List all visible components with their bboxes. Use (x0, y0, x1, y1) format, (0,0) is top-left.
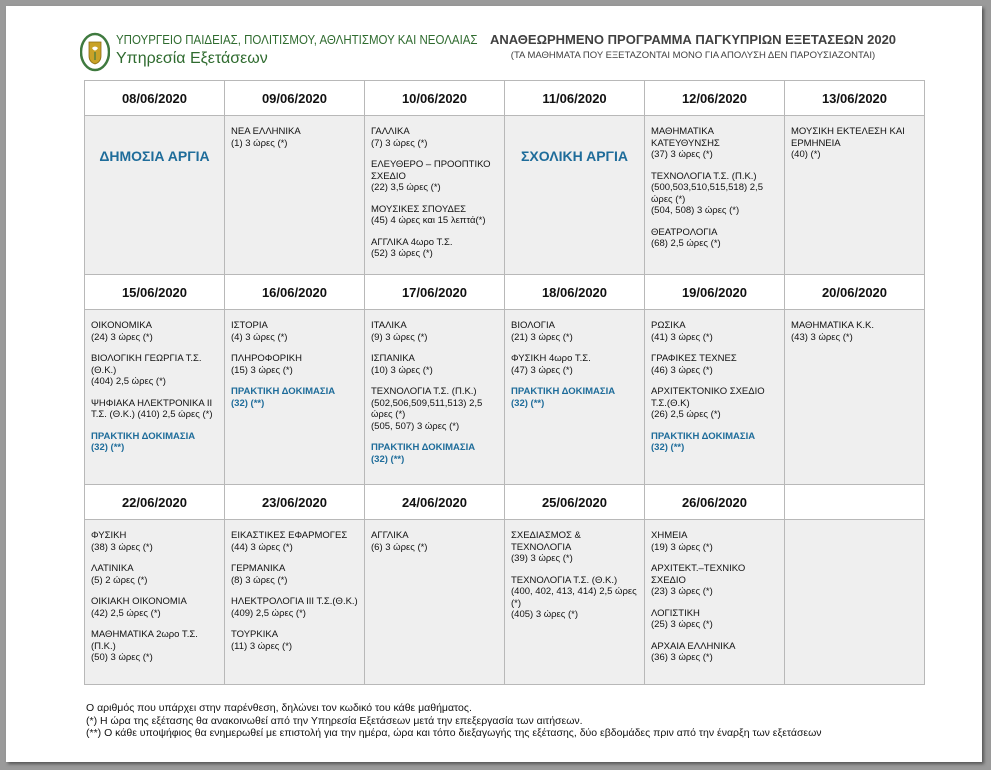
date-header: 24/06/2020 (365, 485, 505, 520)
subject-code-duration: (6) 3 ώρες (*) (371, 541, 428, 553)
exam-schedule-table (84, 80, 925, 685)
subject-code-duration: (45) 4 ώρες και 15 λεπτά(*) (371, 215, 486, 226)
exam-subject (231, 629, 359, 652)
subject-code-duration: (36) 3 ώρες (*) (651, 652, 713, 663)
date-header: 23/06/2020 (225, 485, 365, 520)
date-row (85, 275, 925, 310)
exam-day-cell (85, 310, 225, 485)
date-header: 26/06/2020 (645, 485, 785, 520)
exam-subject (791, 126, 919, 161)
subject-name: ΑΓΓΛΙΚΑ (371, 530, 409, 541)
exam-day-cell (645, 520, 785, 685)
practical-exam-code: (32) (**) (371, 453, 405, 465)
subject-name: ΓΡΑΦΙΚΕΣ ΤΕΧΝΕΣ (651, 353, 737, 364)
subject-code-duration: (9) 3 ώρες (*) (371, 331, 428, 343)
date-header: 10/06/2020 (365, 81, 505, 116)
subject-code-duration: (41) 3 ώρες (*) (651, 331, 713, 343)
footnote-double-asterisk: (**) Ο κάθε υποψήφιος θα ενημερωθεί με επιστολή για την ημέρα, ώρα και τόπο διεξαγωγής της εξέτασης, δύο εβδομάδες πριν από την έναρξη των εξετάσεων (86, 727, 822, 739)
subject-code-duration: (50) 3 ώρες (*) (91, 652, 153, 663)
subject-name: ΗΛΕΚΤΡΟΛΟΓΙΑ ΙΙΙ Τ.Σ.(Θ.Κ.) (231, 596, 358, 607)
ministry-name: ΥΠΟΥΡΓΕΙΟ ΠΑΙΔΕΙΑΣ, ΠΟΛΙΤΙΣΜΟΥ, ΑΘΛΗΤΙΣΜΟΥ ΚΑΙ ΝΕΟΛΑΙΑΣ (116, 33, 478, 47)
service-name: Υπηρεσία Εξετάσεων (116, 50, 268, 67)
date-header: 25/06/2020 (505, 485, 645, 520)
exam-day-cell (505, 116, 645, 275)
subject-name: ΣΧΕΔΙΑΣΜΟΣ & ΤΕΧΝΟΛΟΓΙΑ (511, 530, 581, 553)
subject-code-duration: (15) 3 ώρες (*) (231, 364, 293, 376)
subject-code-duration: (19) 3 ώρες (*) (651, 541, 713, 553)
exam-subject (91, 353, 219, 388)
subject-code-duration: (52) 3 ώρες (*) (371, 248, 433, 259)
date-header: 16/06/2020 (225, 275, 365, 310)
date-header: 20/06/2020 (785, 275, 925, 310)
exam-subject (371, 237, 499, 260)
exam-subject (651, 171, 779, 217)
subject-name: ΟΙΚΟΝΟΜΙΚΑ (91, 320, 152, 331)
footnote-single-asterisk: (*) Η ώρα της εξέτασης θα ανακοινωθεί από την Υπηρεσία Εξετάσεων μετά την επεξεργασία των αιτήσεων. (86, 714, 583, 727)
subject-name: ΨΗΦΙΑΚΑ ΗΛΕΚΤΡΟΝΙΚΑ ΙΙ Τ.Σ. (Θ.Κ.) (410) 2,5 ώρες (*) (91, 397, 213, 420)
exam-subject (651, 563, 779, 598)
subject-code-duration: (68) 2,5 ώρες (*) (651, 238, 721, 249)
exam-subject (511, 530, 639, 565)
subject-name: ΧΗΜΕΙΑ (651, 530, 688, 541)
subject-code-duration: (404) 2,5 ώρες (*) (91, 376, 166, 387)
exam-subject (651, 320, 779, 343)
subject-name: ΤΕΧΝΟΛΟΓΙΑ Τ.Σ. (Π.Κ.) (651, 170, 757, 182)
practical-exam-label: ΠΡΑΚΤΙΚΗ ΔΟΚΙΜΑΣΙΑ (511, 386, 616, 397)
exam-subject (651, 641, 779, 664)
subject-code-duration: (47) 3 ώρες (*) (511, 364, 573, 376)
subject-code-duration: (409) 2,5 ώρες (*) (231, 607, 306, 619)
date-header (785, 485, 925, 520)
subject-code-duration: (25) 3 ώρες (*) (651, 619, 713, 630)
subject-code-duration: (37) 3 ώρες (*) (651, 149, 713, 160)
footnote-code: Ο αριθμός που υπάρχει στην παρένθεση, δηλώνει τον κωδικό του κάθε μαθήματος. (86, 702, 472, 714)
practical-exam (371, 442, 499, 465)
practical-exam-code: (32) (**) (511, 397, 545, 409)
subject-code-duration: (38) 3 ώρες (*) (91, 541, 153, 553)
exam-subject (231, 530, 359, 553)
exam-subject (231, 126, 359, 149)
exam-day-cell (785, 310, 925, 485)
exam-subject (231, 563, 359, 586)
exam-subject (91, 629, 219, 664)
exam-subject (91, 563, 219, 586)
subject-code-duration: (11) 3 ώρες (*) (231, 640, 293, 652)
exam-subject (91, 320, 219, 343)
subject-code-duration: (7) 3 ώρες (*) (371, 137, 428, 149)
exam-day-cell (225, 310, 365, 485)
subject-code-duration: (22) 3,5 ώρες (*) (371, 182, 441, 193)
holiday-label: ΣΧΟΛΙΚΗ ΑΡΓΙΑ (521, 148, 628, 164)
exam-day-cell (785, 116, 925, 275)
exam-day-cell (505, 520, 645, 685)
exam-subject (651, 353, 779, 376)
subject-name: ΑΡΧΑΙΑ ΕΛΛΗΝΙΚΑ (651, 640, 736, 652)
document-page (6, 6, 982, 762)
practical-exam-code: (32) (**) (91, 442, 125, 453)
subject-name: ΜΑΘΗΜΑΤΙΚΑ Κ.Κ. (791, 320, 875, 331)
subject-name: ΒΙΟΛΟΓΙΚΗ ΓΕΩΡΓΙΑ Τ.Σ. (Θ.Κ.) (91, 353, 202, 376)
date-header: 17/06/2020 (365, 275, 505, 310)
practical-exam (511, 386, 639, 409)
subject-name: ΓΑΛΛΙΚΑ (371, 126, 410, 137)
holiday-label: ΔΗΜΟΣΙΑ ΑΡΓΙΑ (99, 148, 210, 164)
exam-subject (651, 608, 779, 631)
date-header: 08/06/2020 (85, 81, 225, 116)
subject-code-duration: (400, 402, 413, 414) 2,5 ώρες (*) (511, 586, 637, 609)
exam-day-cell (85, 520, 225, 685)
subject-code-duration: (505, 507) 3 ώρες (*) (371, 420, 460, 432)
practical-exam-label: ΠΡΑΚΤΙΚΗ ΔΟΚΙΜΑΣΙΑ (231, 386, 336, 397)
exam-subject (791, 320, 919, 343)
subject-code-duration: (8) 3 ώρες (*) (231, 574, 288, 586)
exam-subject (91, 530, 219, 553)
document-title: ΑΝΑΘΕΩΡΗΜΕΝΟ ΠΡΟΓΡΑΜΜΑ ΠΑΓΚΥΠΡΙΩΝ ΕΞΕΤΑΣΕΩΝ 2020 (489, 32, 897, 47)
exam-subject (371, 159, 499, 194)
exam-day-cell (225, 116, 365, 275)
exam-subject (231, 596, 359, 619)
exam-day-cell (785, 520, 925, 685)
subject-code-duration: (26) 2,5 ώρες (*) (651, 409, 721, 420)
date-header: 18/06/2020 (505, 275, 645, 310)
exam-row (85, 116, 925, 275)
subject-name: ΕΙΚΑΣΤΙΚΕΣ ΕΦΑΡΜΟΓΕΣ (231, 530, 348, 541)
exam-subject (511, 320, 639, 343)
exam-subject (511, 575, 639, 621)
date-header: 19/06/2020 (645, 275, 785, 310)
subject-name: ΤΕΧΝΟΛΟΓΙΑ Τ.Σ. (Π.Κ.) (371, 386, 477, 397)
exam-row (85, 310, 925, 485)
exam-subject (371, 320, 499, 343)
subject-name: ΜΑΘΗΜΑΤΙΚΑ 2ωρο Τ.Σ. (Π.Κ.) (91, 629, 198, 652)
subject-name: ΜΑΘΗΜΑΤΙΚΑ ΚΑΤΕΥΘΥΝΣΗΣ (651, 126, 720, 149)
exam-day-cell (85, 116, 225, 275)
practical-exam (91, 431, 219, 454)
subject-name: ΟΙΚΙΑΚΗ ΟΙΚΟΝΟΜΙΑ (91, 596, 187, 607)
subject-code-duration: (24) 3 ώρες (*) (91, 331, 153, 343)
date-row (85, 81, 925, 116)
subject-code-duration: (40) (*) (791, 149, 821, 160)
practical-exam (651, 431, 779, 454)
cyprus-coat-of-arms-logo (80, 32, 110, 72)
exam-subject (231, 353, 359, 376)
subject-code-duration: (502,506,509,511,513) 2,5 ώρες (*) (371, 397, 483, 420)
subject-name: ΝΕΑ ΕΛΛΗΝΙΚΑ (231, 126, 301, 137)
exam-day-cell (645, 310, 785, 485)
exam-subject (91, 596, 219, 619)
practical-exam-label: ΠΡΑΚΤΙΚΗ ΔΟΚΙΜΑΣΙΑ (371, 442, 476, 453)
subject-code-duration: (500,503,510,515,518) 2,5 ώρες (*) (651, 182, 763, 205)
subject-code-duration: (44) 3 ώρες (*) (231, 541, 293, 553)
exam-subject (651, 126, 779, 161)
subject-name: ΙΣΤΟΡΙΑ (231, 320, 268, 331)
subject-name: ΙΣΠΑΝΙΚΑ (371, 353, 415, 364)
subject-code-duration: (405) 3 ώρες (*) (511, 609, 579, 620)
exam-day-cell (365, 520, 505, 685)
subject-name: ΦΥΣΙΚΗ (91, 530, 127, 541)
practical-exam-label: ΠΡΑΚΤΙΚΗ ΔΟΚΙΜΑΣΙΑ (91, 430, 196, 442)
subject-name: ΜΟΥΣΙΚΕΣ ΣΠΟΥΔΕΣ (371, 203, 467, 215)
subject-code-duration: (4) 3 ώρες (*) (231, 331, 288, 343)
exam-subject (651, 530, 779, 553)
subject-code-duration: (21) 3 ώρες (*) (511, 331, 573, 343)
subject-code-duration: (10) 3 ώρες (*) (371, 364, 433, 376)
subject-code-duration: (39) 3 ώρες (*) (511, 553, 573, 564)
date-header: 15/06/2020 (85, 275, 225, 310)
footnotes (86, 702, 822, 740)
subject-name: ΛΑΤΙΝΙΚΑ (91, 563, 134, 574)
date-header: 12/06/2020 (645, 81, 785, 116)
exam-day-cell (365, 310, 505, 485)
date-header: 09/06/2020 (225, 81, 365, 116)
subject-name: ΡΩΣΙΚΑ (651, 320, 686, 331)
subject-name: ΑΡΧΙΤΕΚΤ.–ΤΕΧΝΙΚΟ ΣΧΕΔΙΟ (651, 563, 746, 586)
exam-subject (371, 126, 499, 149)
exam-day-cell (365, 116, 505, 275)
exam-subject (651, 227, 779, 250)
exam-day-cell (645, 116, 785, 275)
practical-exam-label: ΠΡΑΚΤΙΚΗ ΔΟΚΙΜΑΣΙΑ (651, 430, 756, 442)
subject-code-duration: (5) 2 ώρες (*) (91, 574, 148, 586)
exam-day-cell (225, 520, 365, 685)
date-header: 13/06/2020 (785, 81, 925, 116)
exam-subject (511, 353, 639, 376)
exam-subject (231, 320, 359, 343)
exam-subject (371, 204, 499, 227)
subject-code-duration: (1) 3 ώρες (*) (231, 137, 288, 149)
subject-name: ΑΡΧΙΤΕΚΤΟΝΙΚΟ ΣΧΕΔΙΟ Τ.Σ.(Θ.Κ) (651, 386, 765, 409)
subject-name: ΒΙΟΛΟΓΙΑ (511, 320, 555, 331)
subject-name: ΦΥΣΙΚΗ 4ωρο Τ.Σ. (511, 353, 591, 364)
subject-name: ΤΕΧΝΟΛΟΓΙΑ Τ.Σ. (Θ.Κ.) (511, 574, 618, 586)
practical-exam-code: (32) (**) (231, 397, 265, 409)
subject-code-duration: (42) 2,5 ώρες (*) (91, 607, 161, 619)
date-row (85, 485, 925, 520)
subject-code-duration: (46) 3 ώρες (*) (651, 364, 713, 376)
subject-name: ΑΓΓΛΙΚΑ 4ωρο Τ.Σ. (371, 236, 453, 248)
practical-exam (231, 386, 359, 409)
subject-name: ΤΟΥΡΚΙΚΑ (231, 629, 279, 640)
document-subtitle: (ΤΑ ΜΑΘΗΜΑΤΑ ΠΟΥ ΕΞΕΤΑΖΟΝΤΑΙ ΜΟΝΟ ΓΙΑ ΑΠΟΛΥΣΗ ΔΕΝ ΠΑΡΟΥΣΙΑΖΟΝΤΑΙ) (510, 50, 876, 61)
subject-name: ΓΕΡΜΑΝΙΚΑ (231, 563, 286, 574)
subject-name: ΘΕΑΤΡΟΛΟΓΙΑ (651, 226, 718, 238)
exam-subject (371, 386, 499, 432)
practical-exam-code: (32) (**) (651, 442, 685, 453)
subject-name: ΛΟΓΙΣΤΙΚΗ (651, 607, 700, 619)
subject-name: ΠΛΗΡΟΦΟΡΙΚΗ (231, 353, 302, 364)
exam-subject (651, 386, 779, 421)
subject-code-duration: (43) 3 ώρες (*) (791, 331, 853, 343)
exam-subject (91, 398, 219, 421)
subject-name: ΜΟΥΣΙΚΗ ΕΚΤΕΛΕΣΗ ΚΑΙ ΕΡΜΗΝΕΙΑ (791, 126, 905, 149)
exam-row (85, 520, 925, 685)
date-header: 11/06/2020 (505, 81, 645, 116)
subject-code-duration: (504, 508) 3 ώρες (*) (651, 205, 740, 216)
exam-subject (371, 353, 499, 376)
exam-day-cell (505, 310, 645, 485)
subject-name: ΕΛΕΥΘΕΡΟ – ΠΡΟΟΠΤΙΚΟ ΣΧΕΔΙΟ (371, 159, 491, 182)
subject-name: ΙΤΑΛΙΚΑ (371, 320, 407, 331)
exam-subject (371, 530, 499, 553)
subject-code-duration: (23) 3 ώρες (*) (651, 586, 713, 597)
date-header: 22/06/2020 (85, 485, 225, 520)
